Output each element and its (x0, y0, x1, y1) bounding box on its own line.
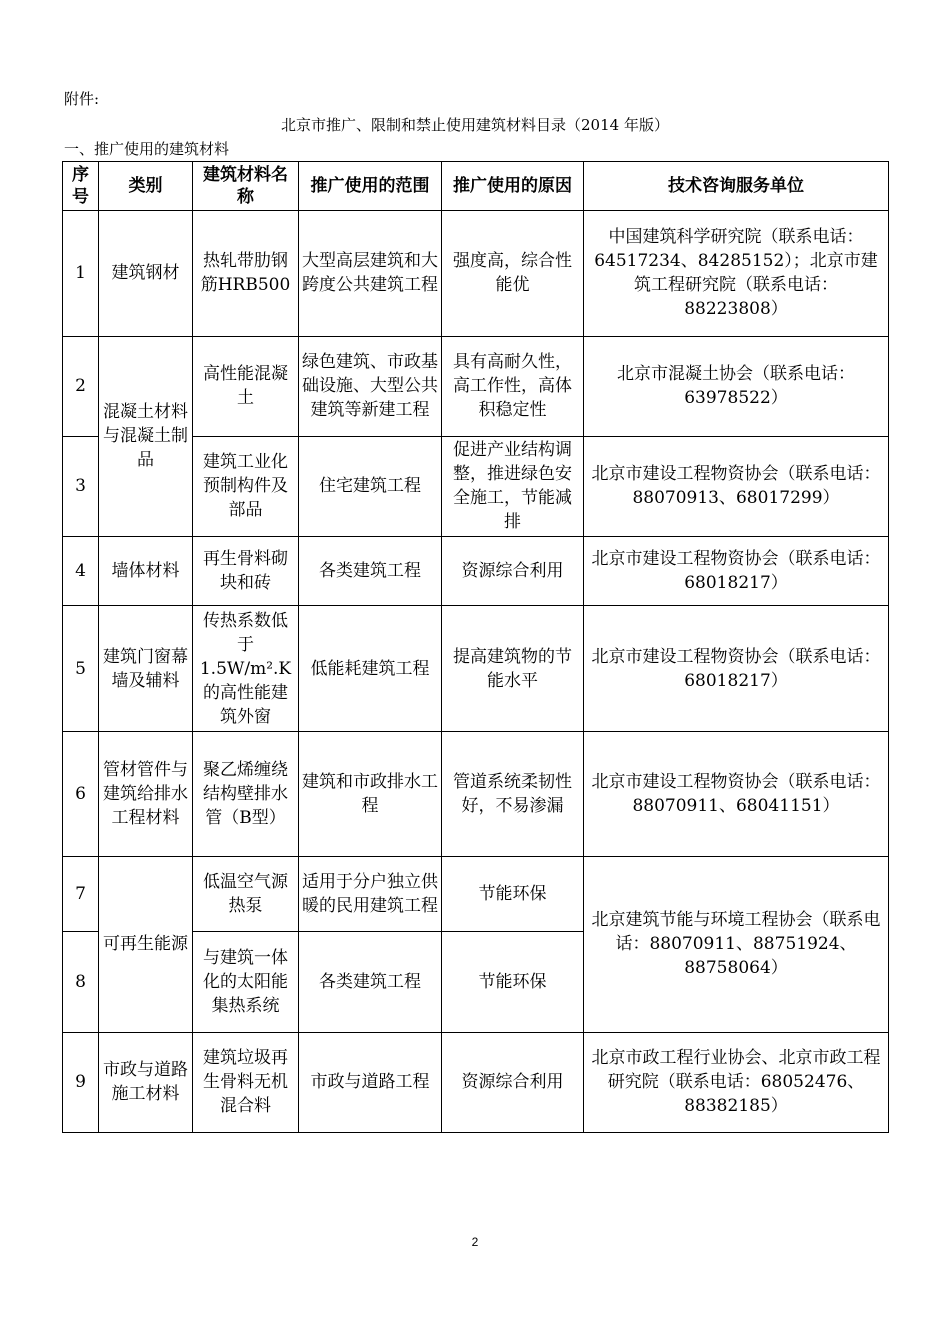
cell-scope: 各类建筑工程 (299, 932, 442, 1032)
cell-scope: 大型高层建筑和大跨度公共建筑工程 (299, 211, 442, 336)
cell-consult: 北京市混凝土协会（联系电话：63978522） (584, 336, 889, 436)
cell-category: 墙体材料 (99, 537, 193, 606)
table-row (63, 731, 889, 856)
cell-category: 混凝土材料与混凝土制品 (99, 336, 193, 537)
cell-consult: 北京市建设工程物资协会（联系电话：88070913、68017299） (584, 436, 889, 536)
cell-material: 聚乙烯缠绕结构壁排水管（B型） (193, 731, 299, 856)
document-title: 北京市推广、限制和禁止使用建筑材料目录（2014 年版） (281, 116, 669, 134)
cell-scope: 绿色建筑、市政基础设施、大型公共建筑等新建工程 (299, 336, 442, 436)
materials-table (62, 161, 889, 1133)
section-heading: 一、推广使用的建筑材料 (64, 140, 230, 158)
table-row (63, 211, 889, 336)
cell-scope: 市政与道路工程 (299, 1032, 442, 1132)
cell-category: 建筑门窗幕墙及辅料 (99, 606, 193, 731)
cell-reason: 资源综合利用 (442, 537, 584, 606)
cell-scope: 适用于分户独立供暖的民用建筑工程 (299, 857, 442, 932)
cell-reason: 提高建筑物的节能水平 (442, 606, 584, 731)
cell-material: 与建筑一体化的太阳能集热系统 (193, 932, 299, 1032)
table-row (63, 857, 889, 932)
cell-consult: 北京建筑节能与环境工程协会（联系电话：88070911、88751924、88758064） (584, 857, 889, 1033)
cell-scope: 低能耗建筑工程 (299, 606, 442, 731)
cell-reason: 促进产业结构调整，推进绿色安全施工，节能减排 (442, 436, 584, 536)
attachment-label: 附件: (64, 90, 100, 108)
cell-scope: 住宅建筑工程 (299, 436, 442, 536)
cell-seq: 2 (63, 336, 99, 436)
cell-consult: 北京市建设工程物资协会（联系电话：68018217） (584, 606, 889, 731)
table-row (63, 1032, 889, 1132)
header-scope: 推广使用的范围 (299, 162, 442, 211)
header-category: 类别 (99, 162, 193, 211)
cell-material: 低温空气源热泵 (193, 857, 299, 932)
cell-category: 可再生能源 (99, 857, 193, 1033)
cell-reason: 强度高，综合性能优 (442, 211, 584, 336)
cell-reason: 管道系统柔韧性好，不易渗漏 (442, 731, 584, 856)
cell-consult: 北京市建设工程物资协会（联系电话：88070911、68041151） (584, 731, 889, 856)
table-row (63, 537, 889, 606)
cell-scope: 各类建筑工程 (299, 537, 442, 606)
table-row (63, 336, 889, 436)
cell-seq: 4 (63, 537, 99, 606)
cell-consult: 中国建筑科学研究院（联系电话：64517234、84285152）；北京市建筑工程研究院（联系电话：88223808） (584, 211, 889, 336)
cell-material: 建筑垃圾再生骨料无机混合料 (193, 1032, 299, 1132)
cell-material: 传热系数低于1.5W/m².K的高性能建筑外窗 (193, 606, 299, 731)
cell-reason: 节能环保 (442, 932, 584, 1032)
cell-consult: 北京市政工程行业协会、北京市政工程研究院（联系电话：68052476、88382185） (584, 1032, 889, 1132)
cell-material: 高性能混凝土 (193, 336, 299, 436)
cell-consult: 北京市建设工程物资协会（联系电话：68018217） (584, 537, 889, 606)
cell-seq: 9 (63, 1032, 99, 1132)
header-consult: 技术咨询服务单位 (584, 162, 889, 211)
cell-material: 建筑工业化预制构件及部品 (193, 436, 299, 536)
cell-seq: 3 (63, 436, 99, 536)
table-row (63, 606, 889, 731)
cell-seq: 7 (63, 857, 99, 932)
page-number: 2 (471, 1235, 479, 1249)
cell-seq: 6 (63, 731, 99, 856)
cell-seq: 5 (63, 606, 99, 731)
cell-material: 热轧带肋钢筋HRB500 (193, 211, 299, 336)
header-seq: 序号 (63, 162, 99, 211)
cell-category: 管材管件与建筑给排水工程材料 (99, 731, 193, 856)
table-header-row (63, 162, 889, 211)
cell-category: 建筑钢材 (99, 211, 193, 336)
cell-material: 再生骨料砌块和砖 (193, 537, 299, 606)
cell-reason: 节能环保 (442, 857, 584, 932)
cell-seq: 8 (63, 932, 99, 1032)
cell-category: 市政与道路施工材料 (99, 1032, 193, 1132)
cell-seq: 1 (63, 211, 99, 336)
cell-reason: 资源综合利用 (442, 1032, 584, 1132)
cell-scope: 建筑和市政排水工程 (299, 731, 442, 856)
cell-reason: 具有高耐久性，高工作性，高体积稳定性 (442, 336, 584, 436)
header-reason: 推广使用的原因 (442, 162, 584, 211)
header-material: 建筑材料名称 (193, 162, 299, 211)
